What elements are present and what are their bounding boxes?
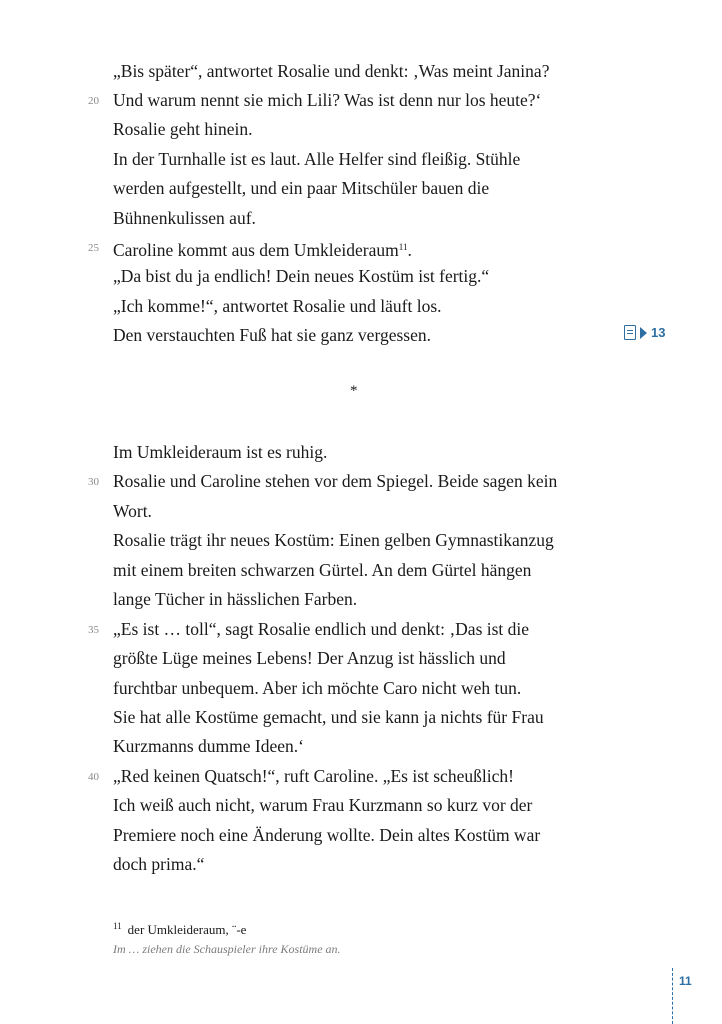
text-line: „Red keinen Quatsch!“, ruft Caroline. „Es ist scheußlich! bbox=[113, 766, 514, 786]
line-number: 20 bbox=[88, 95, 99, 107]
text-line: lange Tücher in hässlichen Farben. bbox=[113, 589, 358, 609]
line-number: 35 bbox=[88, 624, 99, 636]
text-line: größte Lüge meines Lebens! Der Anzug ist hässlich und bbox=[113, 648, 506, 668]
footnote-term: der Umkleideraum, ¨-e bbox=[127, 922, 247, 937]
text-line: werden aufgestellt, und ein paar Mitschüler bauen die bbox=[113, 178, 490, 198]
text-line: Kurzmanns dumme Ideen.‘ bbox=[113, 736, 304, 756]
text-line-content: Caroline kommt aus dem Umkleideraum bbox=[113, 240, 399, 260]
page-edge-rule bbox=[672, 968, 673, 1024]
text-line: Sie hat alle Kostüme gemacht, und sie kann ja nichts für Frau bbox=[113, 707, 544, 727]
play-icon bbox=[640, 327, 647, 339]
audio-track-icon bbox=[624, 325, 636, 340]
text-line: Im Umkleideraum ist es ruhig. bbox=[113, 442, 328, 462]
footnote-definition: Im … ziehen die Schauspieler ihre Kostüme an. bbox=[113, 942, 341, 956]
section-break: * bbox=[350, 383, 358, 399]
text-line: „Ich komme!“, antwortet Rosalie und läuft los. bbox=[113, 296, 442, 316]
text-line: Wort. bbox=[113, 501, 152, 521]
text-line: In der Turnhalle ist es laut. Alle Helfer sind fleißig. Stühle bbox=[113, 149, 521, 169]
text-line: mit einem breiten schwarzen Gürtel. An dem Gürtel hängen bbox=[113, 560, 532, 580]
text-line: Bühnenkulissen auf. bbox=[113, 208, 256, 228]
line-number: 40 bbox=[88, 771, 99, 783]
line-number: 30 bbox=[88, 476, 99, 488]
audio-track-link[interactable] bbox=[624, 325, 665, 340]
audio-track-number: 13 bbox=[651, 325, 666, 340]
footnote bbox=[113, 921, 246, 938]
text-line: Rosalie trägt ihr neues Kostüm: Einen gelben Gymnastikanzug bbox=[113, 530, 554, 550]
text-line: doch prima.“ bbox=[113, 854, 205, 874]
text-line: Ich weiß auch nicht, warum Frau Kurzmann so kurz vor der bbox=[113, 795, 533, 815]
page-number: 11 bbox=[679, 974, 692, 988]
text-line: „Bis später“, antwortet Rosalie und denkt: ‚Was meint Janina? bbox=[113, 61, 550, 81]
text-line: furchtbar unbequem. Aber ich möchte Caro nicht weh tun. bbox=[113, 678, 522, 698]
text-line: Rosalie und Caroline stehen vor dem Spiegel. Beide sagen kein bbox=[113, 471, 558, 491]
text-line: Rosalie geht hinein. bbox=[113, 119, 253, 139]
text-line: „Da bist du ja endlich! Dein neues Kostüm ist fertig.“ bbox=[113, 266, 490, 286]
line-number: 25 bbox=[88, 242, 99, 254]
text-line bbox=[113, 236, 412, 261]
text-line: Und warum nennt sie mich Lili? Was ist denn nur los heute?‘ bbox=[113, 90, 542, 110]
footnote-marker[interactable]: 11 bbox=[398, 242, 408, 252]
text-line-end: . bbox=[407, 240, 412, 260]
footnote-number: 11 bbox=[113, 921, 122, 931]
text-line: Den verstauchten Fuß hat sie ganz vergessen. bbox=[113, 325, 431, 345]
text-line: Premiere noch eine Änderung wollte. Dein altes Kostüm war bbox=[113, 825, 541, 845]
text-line: „Es ist … toll“, sagt Rosalie endlich und denkt: ‚Das ist die bbox=[113, 619, 530, 639]
